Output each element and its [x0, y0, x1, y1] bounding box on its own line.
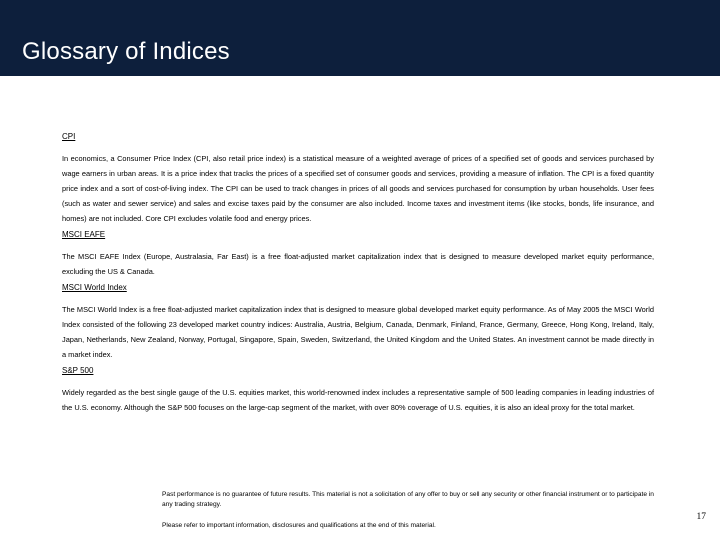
title-bar	[0, 0, 720, 76]
page-title: Glossary of Indices	[22, 38, 230, 65]
glossary-definition: In economics, a Consumer Price Index (CPI, also retail price index) is a statistical measure of a weighted average of prices of a specified set of goods and services purchased by wage earners in urban areas. It is a price index that tracks the prices of a specified set of consumer goods and services, providing a measure of inflation. The CPI is a fixed quantity price index and a sort of cost-of-living index. The CPI can be used to track changes in prices of all goods and services purchased for consumption by urban households. User fees (such as water and sewer service) and sales and excise taxes paid by the consumer are also included. Income taxes and investment items (like stocks, bonds, life insurance, and homes) are not included. Core CPI excludes volatile food and energy prices.	[62, 154, 654, 223]
glossary-entry-sp500	[62, 366, 654, 415]
disclaimer-text: Past performance is no guarantee of future results. This material is not a solicitation of any offer to buy or sell any security or other financial instrument or to participate in any trading strategy.	[162, 491, 654, 508]
glossary-entry-msci-eafe	[62, 230, 654, 279]
glossary-list	[62, 132, 654, 419]
glossary-term: MSCI World Index	[62, 283, 127, 292]
glossary-term: S&P 500	[62, 366, 94, 375]
page-number: 17	[696, 512, 706, 522]
disclosure-notice: Please refer to important information, disclosures and qualifications at the end of this material.	[162, 522, 436, 529]
glossary-definition: The MSCI EAFE Index (Europe, Australasia, Far East) is a free float-adjusted market capitalization index that is designed to measure developed market equity performance, excluding the US & Canada.	[62, 252, 654, 276]
glossary-entry-cpi	[62, 132, 654, 226]
glossary-definition: The MSCI World Index is a free float-adjusted market capitalization index that is designed to measure global developed market equity performance. As of May 2005 the MSCI World Index consisted of the following 23 developed market country indices: Australia, Austria, Belgium, Canada, Denmark, Finland, France, Germany, Greece, Hong Kong, Ireland, Italy, Japan, Netherlands, New Zealand, Norway, Portugal, Singapore, Spain, Sweden, Switzerland, the United Kingdom and the United States. An investment cannot be made directly in a market index.	[62, 305, 654, 359]
glossary-definition: Widely regarded as the best single gauge of the U.S. equities market, this world-renowned index includes a representative sample of 500 leading companies in leading industries of the U.S. economy. Although the S&P 500 focuses on the large-cap segment of the market, with over 80% coverage of U.S. equities, it is also an ideal proxy for the total market.	[62, 388, 654, 412]
glossary-term: CPI	[62, 132, 76, 141]
footer-disclaimer	[162, 490, 662, 531]
glossary-entry-msci-world	[62, 283, 654, 362]
glossary-term: MSCI EAFE	[62, 230, 106, 239]
